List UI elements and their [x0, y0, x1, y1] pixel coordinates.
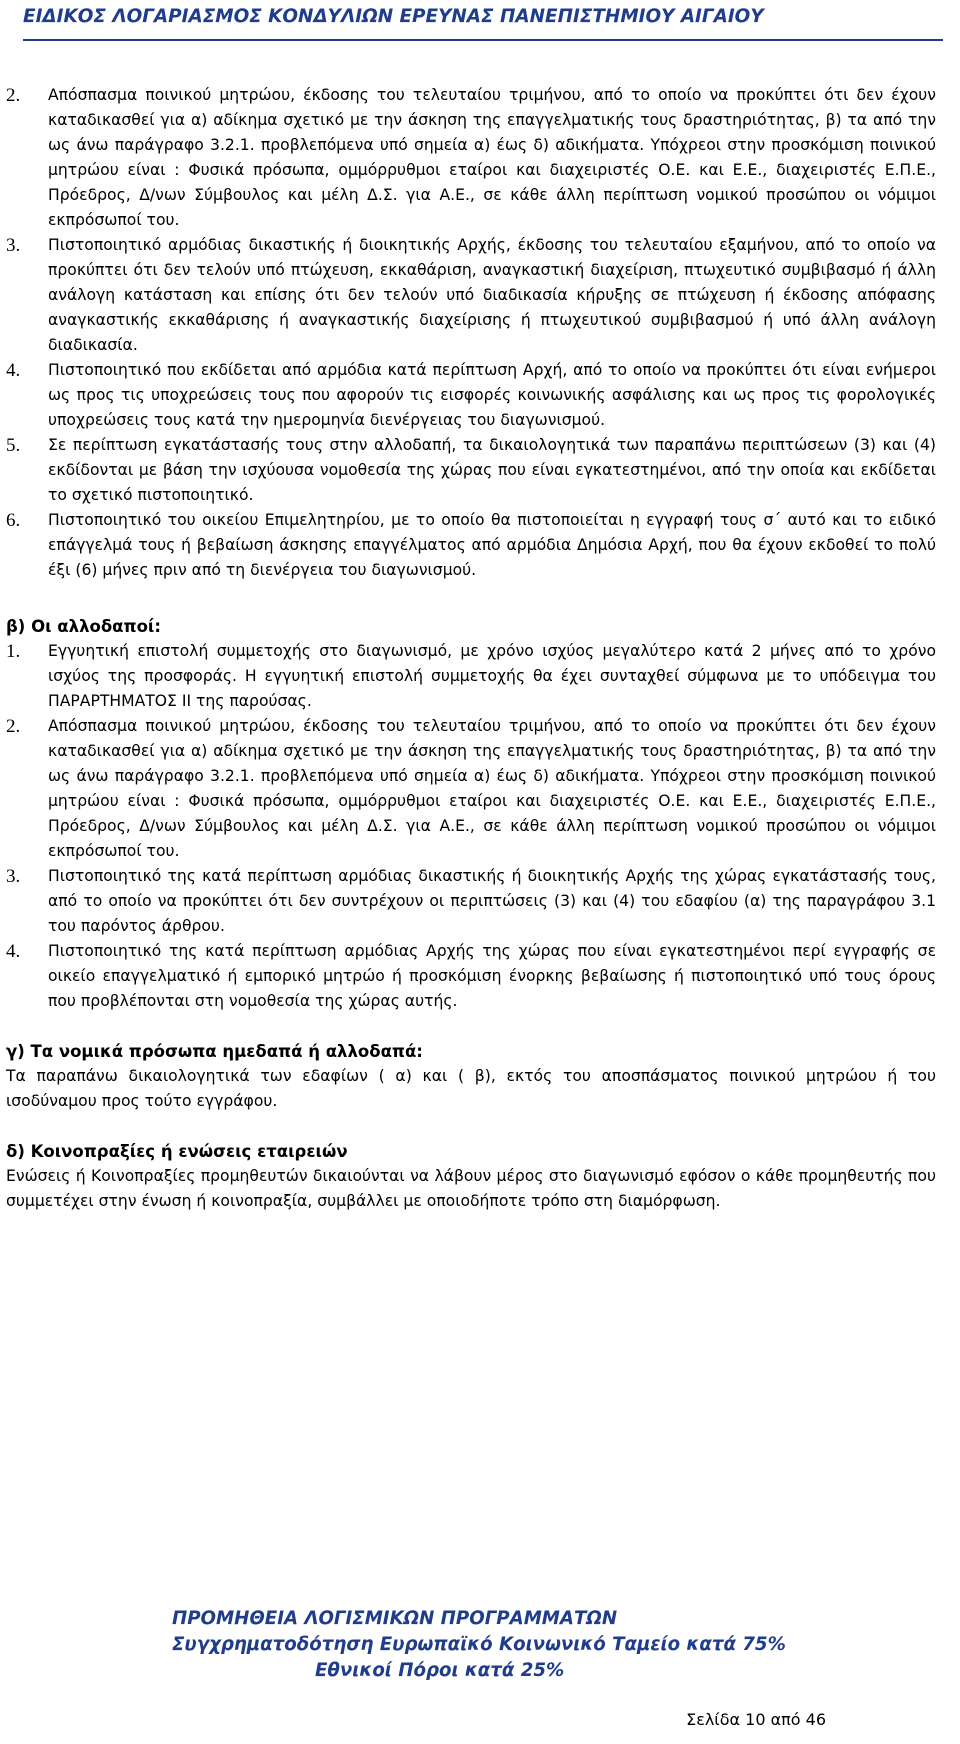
item-text: Απόσπασμα ποινικού μητρώου, έκδοσης του τελευταίου τριμήνου, από το οποίο να προκύπτει ότι δεν έχουν καταδικασθεί για α) αδίκημα σχετικό με την άσκηση της επαγγελματικής τους δραστηριότητας, β) τα από την ως άνω παράγραφο 3.2.1. προβλεπόμενα υπό σημεία α) έως δ) αδικήματα. Υπόχρεοι στην προσκόμιση ποινικού μητρώου είναι : Φυσικά πρόσωπα, ομμόρρυθμοι εταίροι και διαχειριστές Ο.Ε. και Ε.Ε., διαχειριστές Ε.Π.Ε., Πρόεδρος, Δ/νων Σύμβουλος και μέλη Δ.Σ. για Α.Ε., σε κάθε άλλη περίπτωση νομικού προσώπου οι νόμιμοι εκπρόσωποί του. [48, 86, 936, 229]
spacer [0, 583, 960, 614]
item-text: Πιστοποιητικό της κατά περίπτωση αρμόδιας δικαστικής ή διοικητικής Αρχής της χώρας εγκατάστασής τους, από το οποίο να προκύπτει ότι δεν συντρέχουν οι περιπτώσεις (3) και (4) του εδαφίου (α) της παραγράφου 3.1 του παρόντος άρθρου. [48, 867, 936, 935]
footer-funding-national: Εθνικοί Πόροι κατά 25% [315, 1660, 565, 1681]
item-text: Απόσπασμα ποινικού μητρώου, έκδοσης του τελευταίου τριμήνου, από το οποίο να προκύπτει ότι δεν έχουν καταδικασθεί για α) αδίκημα σχετικό με την άσκηση της επαγγελματικής τους δραστηριότητας, β) τα από την ως άνω παράγραφο 3.2.1. προβλεπόμενα υπό σημεία α) έως δ) αδικήματα. Υπόχρεοι στην προσκόμιση ποινικού μητρώου είναι : Φυσικά πρόσωπα, ομμόρρυθμοι εταίροι και διαχειριστές Ο.Ε. και Ε.Ε., διαχειριστές Ε.Π.Ε., Πρόεδρος, Δ/νων Σύμβουλος και μέλη Δ.Σ. για Α.Ε., σε κάθε άλλη περίπτωση νομικού προσώπου οι νόμιμοι εκπρόσωποί του. [48, 717, 936, 860]
page-header: ΕΙΔΙΚΟΣ ΛΟΓΑΡΙΑΣΜΟΣ ΚΟΝΔΥΛΙΩΝ ΕΡΕΥΝΑΣ ΠΑΝΕΠΙΣΤΗΜΙΟΥ ΑΙΓΑΙΟΥ [23, 4, 943, 41]
list-item [0, 639, 936, 714]
item-number: 4. [6, 360, 21, 381]
item-text: Πιστοποιητικό του οικείου Επιμελητηρίου, με το οποίο θα πιστοποιείται η εγγραφή τους σ΄ αυτό και το ειδικό επάγγελμά τους ή βεβαίωση άσκησης επαγγέλματος από αρμόδια Δημόσια Αρχή, που θα έχουν εκδοθεί το πολύ έξι (6) μήνες πριν από τη διενέργεια του διαγωνισμού. [48, 511, 936, 579]
list-item [0, 433, 936, 508]
list-item [0, 939, 936, 1014]
item-number: 5. [6, 435, 21, 456]
item-number: 4. [6, 941, 21, 962]
item-number: 1. [6, 641, 21, 662]
item-number: 2. [6, 85, 21, 106]
list-item [0, 233, 936, 358]
list-item [0, 83, 936, 233]
item-text: Σε περίπτωση εγκατάστασής τους στην αλλοδαπή, τα δικαιολογητικά των παραπάνω περιπτώσεων (3) και (4) εκδίδονται με βάση την ισχύουσα νομοθεσία της χώρας που είναι εγκατεστημένοι, από την οποία και εκδίδεται το σχετικό πιστοποιητικό. [48, 436, 936, 504]
footer-project-title: ΠΡΟΜΗΘΕΙΑ ΛΟΓΙΣΜΙΚΩΝ ΠΡΟΓΡΑΜΜΑΤΩΝ [172, 1608, 618, 1629]
item-text: Εγγυητική επιστολή συμμετοχής στο διαγωνισμό, με χρόνο ισχύος μεγαλύτερο κατά 2 μήνες από το χρόνο ισχύος της προσφοράς. Η εγγυητική επιστολή συμμετοχής θα έχει συνταχθεί σύμφωνα με το υπόδειγμα του ΠΑΡΑΡΤΗΜΑΤΟΣ ΙΙ της παρούσας. [48, 642, 936, 710]
section-title-consortia: δ) Κοινοπραξίες ή ενώσεις εταιρειών [6, 1142, 348, 1161]
item-number: 3. [6, 235, 21, 256]
list-item [0, 714, 936, 864]
section-text-consortia: Ενώσεις ή Κοινοπραξίες προμηθευτών δικαιούνται να λάβουν μέρος στο διαγωνισμό εφόσον ο κάθε προμηθευτής που συμμετέχει στην ένωση ή κοινοπραξία, συμβάλλει με οποιοδήποτε τρόπο στη διαμόρφωση. [6, 1167, 936, 1210]
item-text: Πιστοποιητικό που εκδίδεται από αρμόδια κατά περίπτωση Αρχή, από το οποίο να προκύπτει ότι είναι ενήμεροι ως προς τις υποχρεώσεις τους που αφορούν τις εισφορές κοινωνικής ασφάλισης και ως προς τις φορολογικές υποχρεώσεις τους κατά την ημερομηνία διενέργειας του διαγωνισμού. [48, 361, 936, 429]
item-number: 3. [6, 866, 21, 887]
section-title-legal-entities: γ) Τα νομικά πρόσωπα ημεδαπά ή αλλοδαπά: [6, 1042, 423, 1061]
spacer [0, 1014, 960, 1039]
section-title-foreign: β) Οι αλλοδαποί: [6, 617, 161, 636]
section-text-legal-entities: Τα παραπάνω δικαιολογητικά των εδαφίων ( α) και ( β), εκτός του αποσπάσματος ποινικού μητρώου ή του ισοδύναμου προς τούτο εγγράφου. [6, 1067, 936, 1110]
page-content [0, 83, 960, 1214]
item-number: 6. [6, 510, 21, 531]
list-item [0, 864, 936, 939]
page-number: Σελίδα 10 από 46 [686, 1710, 826, 1729]
list-item [0, 358, 936, 433]
spacer [0, 1114, 960, 1139]
item-number: 2. [6, 716, 21, 737]
list-item [0, 508, 936, 583]
item-text: Πιστοποιητικό αρμόδιας δικαστικής ή διοικητικής Αρχής, έκδοσης του τελευταίου εξαμήνου, από το οποίο να προκύπτει ότι δεν τελούν υπό πτώχευση, εκκαθάριση, αναγκαστική διαχείριση, πτωχευτικό συμβιβασμό ή άλλη ανάλογη κατάσταση και επίσης ότι δεν τελούν υπό διαδικασία κήρυξης σε πτώχευση ή έκδοσης απόφασης αναγκαστικής εκκαθάρισης ή αναγκαστικής διαχείρισης ή πτωχευτικού συμβιβασμού ή υπό άλλη ανάλογη διαδικασία. [48, 236, 936, 354]
item-text: Πιστοποιητικό της κατά περίπτωση αρμόδιας Αρχής της χώρας που είναι εγκατεστημένοι περί εγγραφής σε οικείο επαγγελματικό ή εμπορικό μητρώο ή προσκόμιση ένορκης βεβαίωσης ή πιστοποιητικό υπό τους όρους που προβλέπονται στη νομοθεσία της χώρας αυτής. [48, 942, 936, 1010]
footer-funding-esf: Συγχρηματοδότηση Ευρωπαϊκό Κοινωνικό Ταμείο κατά 75% [172, 1634, 786, 1655]
